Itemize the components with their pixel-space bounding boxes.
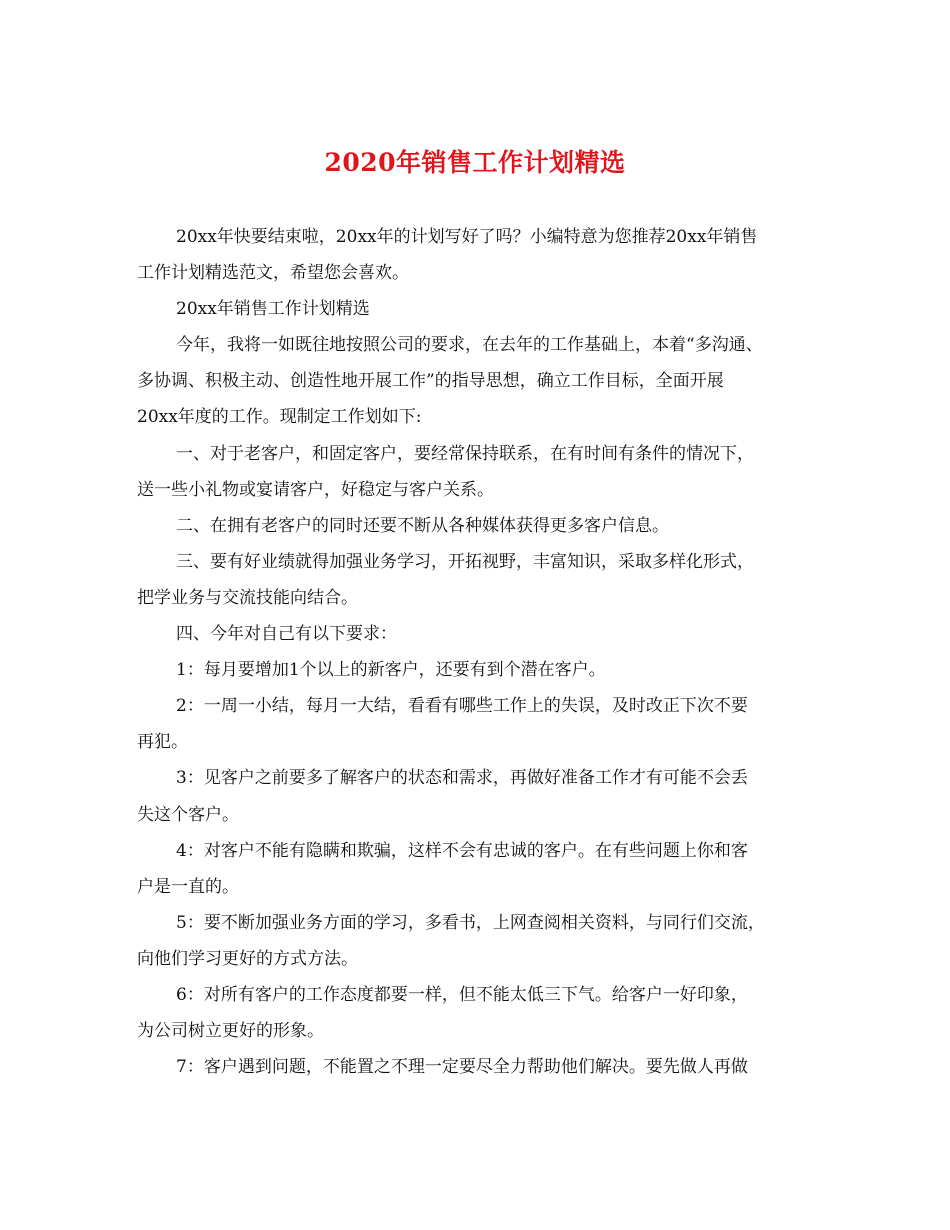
body-text-line: 7：客户遇到问题，不能置之不理一定要尽全力帮助他们解决。要先做人再做 — [176, 1057, 748, 1078]
body-text-line: 2：一周一小结，每月一大结，看看有哪些工作上的失误，及时改正下次不要 — [176, 696, 748, 717]
body-text-line: 1：每月要增加1个以上的新客户，还要有到个潜在客户。 — [176, 660, 606, 681]
body-text-line: 多协调、积极主动、创造性地开展工作”的指导思想，确立工作目标，全面开展 — [137, 371, 724, 392]
body-text-line: 20xx年快要结束啦，20xx年的计划写好了吗？小编特意为您推荐20xx年销售 — [176, 227, 758, 247]
body-text-line: 送一些小礼物或宴请客户，好稳定与客户关系。 — [137, 479, 494, 500]
body-text-line: 4：对客户不能有隐瞒和欺骗，这样不会有忠诚的客户。在有些问题上你和客 — [176, 840, 748, 861]
body-text-line: 今年，我将一如既往地按照公司的要求，在去年的工作基础上，本着“多沟通、 — [176, 335, 763, 356]
body-text-line: 20xx年销售工作计划精选 — [176, 299, 370, 320]
body-text-line: 再犯。 — [137, 732, 188, 753]
body-text-line: 6：对所有客户的工作态度都要一样，但不能太低三下气。给客户一好印象， — [176, 984, 748, 1005]
document-body — [137, 219, 817, 1085]
body-text-line: 把学业务与交流技能向结合。 — [137, 587, 358, 608]
body-text-line: 四、今年对自己有以下要求： — [176, 624, 397, 645]
document-title: 2020年销售工作计划精选 — [324, 148, 626, 177]
body-text-line: 3：见客户之前要多了解客户的状态和需求，再做好准备工作才有可能不会丢 — [176, 768, 748, 789]
body-text-line: 5：要不断加强业务方面的学习，多看书，上网查阅相关资料，与同行们交流， — [176, 912, 765, 933]
body-text-line: 20xx年度的工作。现制定工作划如下: — [137, 407, 422, 428]
body-text-line: 户是一直的。 — [137, 876, 239, 897]
body-text-line: 三、要有好业绩就得加强业务学习，开拓视野，丰富知识，采取多样化形式， — [176, 551, 754, 572]
body-text-line: 失这个客户。 — [137, 804, 239, 825]
body-text-line: 二、在拥有老客户的同时还要不断从各种媒体获得更多客户信息。 — [176, 515, 669, 536]
body-text-line: 为公司树立更好的形象。 — [137, 1021, 324, 1042]
body-text-line: 工作计划精选范文，希望您会喜欢。 — [137, 263, 409, 284]
body-text-line: 一、对于老客户，和固定客户，要经常保持联系，在有时间有条件的情况下， — [176, 443, 754, 464]
body-text-line: 向他们学习更好的方式方法。 — [137, 948, 358, 969]
